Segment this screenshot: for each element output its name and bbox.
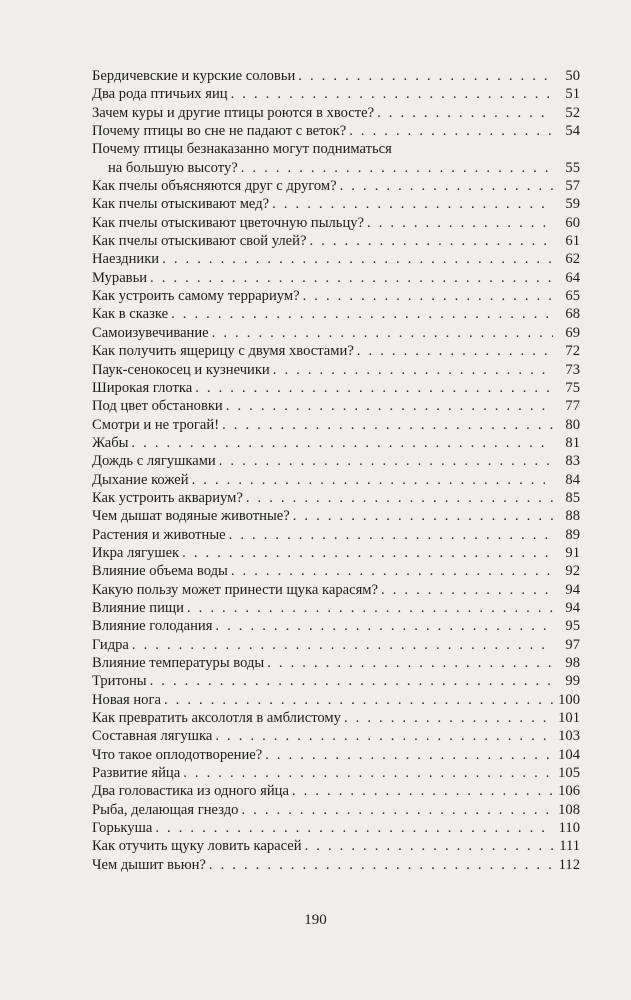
toc-entry-title: Гидра bbox=[92, 636, 129, 653]
toc-entry bbox=[92, 654, 580, 672]
toc-entry-page: 59 bbox=[565, 196, 580, 213]
toc-entry bbox=[92, 342, 580, 360]
toc-entry-page: 72 bbox=[565, 343, 580, 360]
toc-entry-title: Какую пользу может принести щука карасям? bbox=[92, 581, 379, 598]
toc-entry bbox=[92, 599, 580, 617]
toc-entry bbox=[92, 581, 580, 599]
dot-leader bbox=[187, 599, 553, 617]
toc-entry-title: Как превратить аксолотля в амблистому bbox=[92, 710, 341, 727]
toc-entry bbox=[92, 544, 580, 562]
toc-entry-title: Рыба, делающая гнездо bbox=[92, 801, 239, 818]
toc-entry bbox=[92, 67, 580, 85]
dot-leader bbox=[292, 782, 553, 800]
toc-entry-page: 50 bbox=[565, 68, 580, 84]
toc-entry-page: 81 bbox=[565, 434, 580, 451]
toc-entry-title: Влияние пищи bbox=[92, 599, 184, 616]
toc-entry bbox=[92, 856, 580, 874]
toc-entry-page: 91 bbox=[565, 544, 580, 561]
toc-entry-page: 92 bbox=[565, 563, 580, 580]
toc-entry bbox=[92, 305, 580, 323]
toc-entry bbox=[92, 617, 580, 635]
toc-entry-page: 85 bbox=[565, 489, 580, 506]
dot-leader bbox=[273, 361, 553, 379]
dot-leader bbox=[195, 379, 553, 397]
dot-leader bbox=[215, 617, 553, 635]
toc-entry-title: Смотри и не трогай! bbox=[92, 416, 220, 433]
toc-entry bbox=[92, 782, 580, 800]
toc-entry-title: Паук-сенокосец и кузнечики bbox=[92, 361, 270, 378]
toc-entry bbox=[92, 140, 580, 158]
toc-entry-page: 106 bbox=[558, 783, 580, 800]
dot-leader bbox=[215, 727, 553, 745]
toc-entry-page: 65 bbox=[565, 288, 580, 305]
toc-entry bbox=[92, 177, 580, 195]
toc-entry-title: Горькуша bbox=[92, 820, 153, 837]
toc-entry-page: 101 bbox=[558, 710, 580, 727]
toc-entry-title: Дыхание кожей bbox=[92, 471, 189, 488]
toc-entry-title: Почему птицы во сне не падают с веток? bbox=[92, 123, 347, 140]
toc-entry-page: 84 bbox=[565, 471, 580, 488]
dot-leader bbox=[192, 471, 553, 489]
toc-entry-title: Влияние объема воды bbox=[92, 563, 228, 580]
dot-leader bbox=[229, 526, 553, 544]
toc-entry-page: 77 bbox=[565, 398, 580, 415]
toc-entry-title: Два рода птичьих яиц bbox=[92, 86, 228, 103]
dot-leader bbox=[226, 397, 553, 415]
dot-leader bbox=[357, 342, 553, 360]
dot-leader bbox=[183, 764, 553, 782]
toc-entry bbox=[92, 214, 580, 232]
toc-entry-page: 64 bbox=[565, 269, 580, 286]
dot-leader bbox=[164, 691, 553, 709]
toc-entry-page: 94 bbox=[565, 581, 580, 598]
dot-leader bbox=[182, 544, 553, 562]
toc-entry bbox=[92, 764, 580, 782]
toc-entry-title: Развитие яйца bbox=[92, 765, 181, 782]
toc-entry bbox=[92, 507, 580, 525]
toc-entry bbox=[92, 727, 580, 745]
toc-entry bbox=[92, 489, 580, 507]
dot-leader bbox=[367, 214, 553, 232]
toc-entry-page: 94 bbox=[565, 599, 580, 616]
dot-leader bbox=[298, 67, 553, 85]
toc-entry-title: Жабы bbox=[92, 434, 129, 451]
toc-entry-title: Почему птицы безнаказанно могут подниматься bbox=[92, 141, 392, 158]
toc-entry-title: Самоизувечивание bbox=[92, 324, 209, 341]
toc-entry bbox=[92, 250, 580, 268]
toc-entry-title: Влияние голодания bbox=[92, 618, 213, 635]
dot-leader bbox=[303, 287, 553, 305]
toc-entry bbox=[92, 562, 580, 580]
toc-entry bbox=[92, 672, 580, 690]
toc-entry-title-continuation: на большую высоту? bbox=[108, 159, 238, 176]
toc-entry bbox=[92, 232, 580, 250]
toc-entry-page: 80 bbox=[565, 416, 580, 433]
toc-entry-page: 111 bbox=[559, 838, 580, 855]
toc-entry-page: 105 bbox=[558, 765, 580, 782]
toc-entry-page: 73 bbox=[565, 361, 580, 378]
dot-leader bbox=[150, 672, 553, 690]
toc-entry bbox=[92, 397, 580, 415]
toc-entry-title: Как получить ящерицу с двумя хвостами? bbox=[92, 343, 354, 360]
toc-entry bbox=[92, 85, 580, 103]
dot-leader bbox=[309, 232, 553, 250]
toc-entry bbox=[92, 361, 580, 379]
dot-leader bbox=[212, 324, 553, 342]
toc-entry bbox=[92, 471, 580, 489]
dot-leader bbox=[231, 562, 553, 580]
toc-entry-page: 95 bbox=[565, 618, 580, 635]
toc-entry-page: 69 bbox=[565, 324, 580, 341]
toc-entry-title: Влияние температуры воды bbox=[92, 655, 265, 671]
toc-entry-page: 62 bbox=[565, 251, 580, 268]
toc-entry-page: 104 bbox=[558, 746, 580, 763]
toc-entry-page: 54 bbox=[565, 123, 580, 140]
toc-entry-page: 97 bbox=[565, 636, 580, 653]
toc-entry-title: Тритоны bbox=[92, 673, 147, 690]
toc-entry-page: 103 bbox=[558, 728, 580, 745]
dot-leader bbox=[293, 507, 553, 525]
toc-entry-title: Муравьи bbox=[92, 269, 148, 286]
toc-entry-page: 108 bbox=[558, 801, 580, 818]
toc-entry-page: 60 bbox=[565, 214, 580, 231]
dot-leader bbox=[162, 250, 553, 268]
toc-entry bbox=[92, 416, 580, 434]
toc-entry bbox=[92, 452, 580, 470]
table-of-contents bbox=[92, 67, 580, 874]
toc-entry-title: Составная лягушка bbox=[92, 728, 213, 745]
toc-entry bbox=[92, 324, 580, 342]
dot-leader bbox=[150, 269, 553, 287]
toc-entry-title: Широкая глотка bbox=[92, 379, 193, 396]
toc-entry-page: 100 bbox=[558, 691, 580, 708]
toc-entry-title: Как пчелы отыскивают мед? bbox=[92, 196, 270, 213]
dot-leader bbox=[272, 195, 553, 213]
dot-leader bbox=[241, 801, 553, 819]
dot-leader bbox=[209, 856, 553, 874]
toc-entry bbox=[92, 691, 580, 709]
toc-entry-title: Бердичевские и курские соловьи bbox=[92, 68, 296, 84]
toc-entry bbox=[92, 434, 580, 452]
dot-leader bbox=[305, 837, 553, 855]
toc-entry bbox=[92, 526, 580, 544]
toc-entry-title: Как отучить щуку ловить карасей bbox=[92, 838, 302, 855]
toc-entry bbox=[92, 379, 580, 397]
toc-entry-continuation bbox=[92, 159, 580, 177]
dot-leader bbox=[265, 746, 553, 764]
toc-entry-title: Как устроить самому террариум? bbox=[92, 288, 300, 305]
toc-entry bbox=[92, 104, 580, 122]
toc-entry-title: Что такое оплодотворение? bbox=[92, 746, 263, 763]
toc-entry-title: Два головастика из одного яйца bbox=[92, 783, 289, 800]
toc-entry bbox=[92, 636, 580, 654]
dot-leader bbox=[155, 819, 553, 837]
dot-leader bbox=[349, 122, 553, 140]
dot-leader bbox=[340, 177, 553, 195]
toc-entry-page: 89 bbox=[565, 526, 580, 543]
toc-entry-page: 75 bbox=[565, 379, 580, 396]
dot-leader bbox=[241, 159, 553, 177]
toc-entry-page: 83 bbox=[565, 453, 580, 470]
toc-entry-title: Икра лягушек bbox=[92, 544, 180, 561]
toc-entry-title: Как устроить аквариум? bbox=[92, 489, 243, 506]
toc-entry-page: 57 bbox=[565, 178, 580, 195]
toc-entry-title: Как пчелы отыскивают цветочную пыльцу? bbox=[92, 214, 365, 231]
dot-leader bbox=[171, 305, 553, 323]
toc-entry-page: 55 bbox=[565, 159, 580, 176]
dot-leader bbox=[267, 654, 553, 672]
toc-entry bbox=[92, 801, 580, 819]
toc-entry-page: 51 bbox=[565, 86, 580, 103]
dot-leader bbox=[222, 416, 553, 434]
toc-entry-page: 52 bbox=[565, 104, 580, 121]
toc-entry-title: Растения и животные bbox=[92, 526, 226, 543]
toc-entry-page: 99 bbox=[565, 673, 580, 690]
dot-leader bbox=[381, 581, 553, 599]
dot-leader bbox=[231, 85, 553, 103]
dot-leader bbox=[377, 104, 553, 122]
toc-entry-title: Новая нога bbox=[92, 691, 161, 708]
toc-entry-page: 88 bbox=[565, 508, 580, 525]
toc-entry-page: 68 bbox=[565, 306, 580, 323]
dot-leader bbox=[246, 489, 553, 507]
toc-entry bbox=[92, 122, 580, 140]
toc-entry bbox=[92, 287, 580, 305]
toc-entry-title: Наездники bbox=[92, 251, 160, 268]
toc-entry bbox=[92, 837, 580, 855]
toc-entry-page: 110 bbox=[558, 820, 580, 837]
toc-entry-title: Чем дышит вьюн? bbox=[92, 856, 206, 873]
page-number: 190 bbox=[304, 912, 327, 928]
toc-entry-title: Как пчелы отыскивают свой улей? bbox=[92, 233, 307, 250]
toc-entry-page: 98 bbox=[565, 655, 580, 671]
toc-entry-title: Чем дышат водяные животные? bbox=[92, 508, 290, 525]
toc-entry-title: Под цвет обстановки bbox=[92, 398, 223, 415]
dot-leader bbox=[131, 434, 553, 452]
toc-entry-page: 112 bbox=[558, 856, 580, 873]
toc-entry-title: Зачем куры и другие птицы роются в хвосте? bbox=[92, 104, 375, 121]
toc-entry bbox=[92, 709, 580, 727]
dot-leader bbox=[344, 709, 553, 727]
toc-entry-title: Как пчелы объясняются друг с другом? bbox=[92, 178, 337, 195]
dot-leader bbox=[132, 636, 553, 654]
toc-entry bbox=[92, 819, 580, 837]
toc-entry bbox=[92, 746, 580, 764]
toc-entry-page: 61 bbox=[565, 233, 580, 250]
toc-entry-title: Как в сказке bbox=[92, 306, 169, 323]
toc-entry-title: Дождь с лягушками bbox=[92, 453, 216, 470]
toc-entry bbox=[92, 269, 580, 287]
dot-leader bbox=[219, 452, 553, 470]
toc-entry bbox=[92, 195, 580, 213]
